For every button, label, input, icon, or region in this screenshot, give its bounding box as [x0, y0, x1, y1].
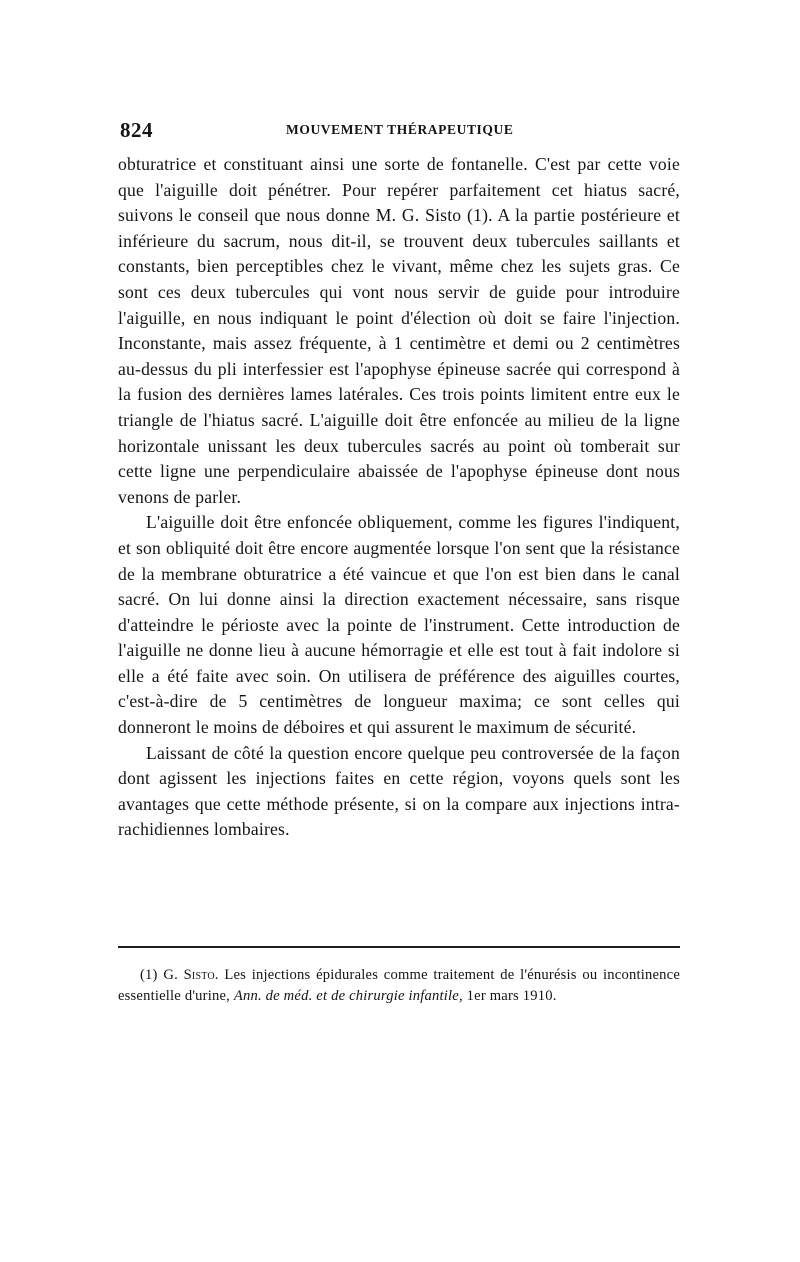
paragraph-2: L'aiguille doit être enfoncée obliquement, comme les figures l'indiquent, et son obliquité doit être encore augmentée lorsque l'on sent que la résistance de la membrane obturatrice a été vaincue et que l'on est bien dans le canal sacré. On lui donne ainsi la direction exactement nécessaire, sans risque d'atteindre le périoste avec la pointe de l'instrument. Cette introduction de l'aiguille ne donne lieu à aucune hémorragie et elle est tout à fait indolore si elle a été faite avec soin. On utilisera de préférence des aiguilles courtes, c'est-à-dire de 5 centimètres de longueur maxima; ce sont celles qui donneront le moins de déboires et qui assurent le maximum de sécurité.	[118, 512, 680, 738]
running-title: MOUVEMENT THÉRAPEUTIQUE	[286, 122, 514, 137]
footnote-text: Les injections épidurales comme traitement de l'énurésis ou incontinence essentielle d'urine,	[118, 967, 680, 1004]
footnote-marker: (1)	[140, 967, 158, 983]
book-page	[118, 118, 680, 1004]
footnote	[118, 965, 680, 1006]
footnote-rule	[118, 946, 680, 948]
paragraph-3: Laissant de côté la question encore quelque peu controversée de la façon dont agissent les injections faites en cette région, voyons quels sont les avantages que cette méthode présente, si on la compare aux injections intra-rachidiennes lombaires.	[118, 742, 680, 840]
paragraph-1: obturatrice et constituant ainsi une sorte de fontanelle. C'est par cette voie que l'aiguille doit pénétrer. Pour repérer parfaitement cet hiatus sacré, suivons le conseil que nous donne M. G. Sisto (1). A la partie postérieure et inférieure du sacrum, nous dit-il, se trouvent deux tubercules saillants et constants, bien perceptibles chez le vivant, même chez les sujets gras. Ce sont ces deux tubercules qui vont nous servir de guide pour introduire l'aiguille, en nous indiquant le point d'élection où doit se faire l'injection. Inconstante, mais assez fréquente, à 1 centimètre et demi ou 2 centimètres au-dessus du pli interfessier est l'apophyse épineuse sacrée qui correspond à la fusion des dernières lames latérales. Ces trois points limitent entre eux le triangle de l'hiatus sacré. L'aiguille doit être enfoncée au milieu de la ligne horizontale unissant les deux tubercules sacrés au point où tomberait sur cette ligne une perpendiculaire abaissée de l'apophyse épineuse dont nous venons de parler.	[118, 154, 680, 507]
footnote-journal: Ann. de méd. et de chirurgie infantile,	[233, 987, 463, 1004]
footnote-author: G. Sisto.	[163, 967, 219, 983]
body-text	[118, 152, 680, 843]
running-head	[118, 118, 680, 148]
page-number: 824	[120, 118, 153, 142]
footnote-date: 1er mars 1910.	[466, 987, 557, 1004]
